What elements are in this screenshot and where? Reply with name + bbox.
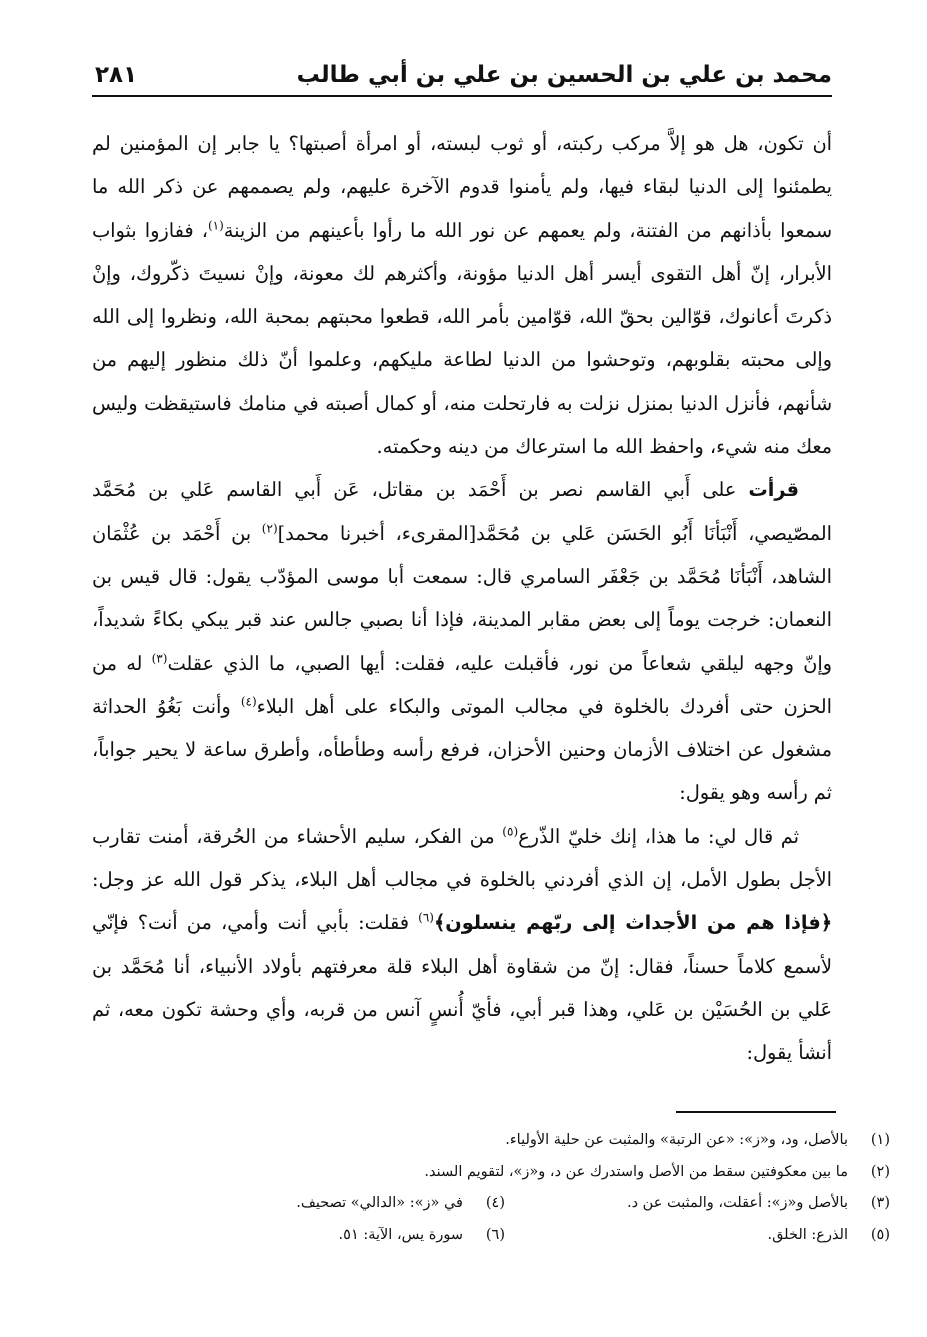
paragraph-2-text-c: له من الحزن حتى أفردك بالخلوة في مجالب الموتى والبكاء على أهل البلاء [92, 651, 833, 718]
footnote-ref-6: (٦) [418, 910, 434, 925]
footnote-number: (٥) [870, 1226, 890, 1243]
footnote-5 [505, 1220, 890, 1252]
footnote-ref-3: (٣) [151, 651, 168, 666]
paragraph-3-text-a: ثم قال لي: ما هذا، إنك خليّ الذّرع [518, 824, 799, 848]
footnote-row [150, 1157, 890, 1189]
footnote-2 [424, 1157, 890, 1189]
main-text [92, 122, 832, 1075]
footnote-number: (٦) [485, 1226, 505, 1243]
paragraph-2-text-d: وأنت بَغُوُ الحداثة مشغول عن اختلاف الأزمان وحنين الأحزان، فرفع رأسه وطأطأه، وأطرق ساعة لا يحير جواباً، ثم رأسه وهو يقول: [92, 694, 832, 805]
footnote-text: ما بين معكوفتين سقط من الأصل واستدرك عن د، و«ز»، لتقويم السند. [424, 1163, 848, 1180]
paragraph-3-text-c: فقلت: بأبي أنت وأمي، من أنت؟ فإنّي لأسمع كلاماً حسناً، فقال: إنّ من شقاوة أهل البلاء قلة معرفتهم بأولاد الأنبياء، أنا مُحَمَّد بن عَلي بن الحُسَيْن بن عَلي، وهذا قبر أبي، فأيّ أُنسٍ آنس من قربه، وأي وحشة تكون معه، ثم أنشأ يقول: [92, 911, 832, 1065]
footnote-row [150, 1188, 890, 1220]
page-number: ٢٨١ [95, 62, 138, 88]
paragraph-2-lead-word: قرأت [748, 478, 799, 502]
running-header [95, 60, 832, 96]
paragraph-2 [92, 468, 832, 814]
running-title: محمد بن علي بن الحسين بن علي بن أبي طالب [296, 62, 832, 88]
paragraph-3 [92, 815, 832, 1075]
paragraph-3-text-b: من الفكر، سليم الأحشاء من الحُرقة، أمنت تقارب الأجل بطول الأمل، إن الذي أفردني بالخلوة في مجالب أهل البلاء، يذكر قول الله عز وجل: [92, 824, 832, 892]
quran-quote: ﴿فإذا هم من الأجداث إلى ربّهم ينسلون﴾ [433, 911, 833, 935]
header-rule [92, 95, 832, 97]
footnote-row [150, 1220, 890, 1252]
footnote-number: (٣) [870, 1195, 890, 1211]
footnote-row [150, 1125, 890, 1157]
paragraph-1-text-a: أن تكون، هل هو إلاَّ مركب ركبته، أو ثوب لبسته، أو امرأة أصبتها؟ يا جابر إن المؤمنين لم يطمئنوا إلى الدنيا لبقاء فيها، ولم يأمنوا قدوم الآخرة عليهم، ولم يصممهم عن ذكر الله ما سمعوا بأذانهم من الفتنة، ولم يعمهم عن نور الله ما رأوا بأعينهم من الزينة [92, 132, 832, 242]
footnote-4 [296, 1188, 505, 1220]
footnote-ref-1: (١) [207, 218, 224, 233]
footnote-3 [505, 1188, 890, 1220]
footnote-separator [676, 1111, 836, 1113]
footnote-1 [505, 1125, 890, 1157]
footnote-number: (٢) [870, 1163, 890, 1180]
footnote-text: بالأصل و«ز»: أعقلت، والمثبت عن د. [626, 1195, 848, 1211]
footnote-text: سورة يس، الآية: ٥١. [338, 1226, 463, 1243]
paragraph-2-text-b: بن أَحْمَد بن عُثْمَان الشاهد، أَنْبَأنَا مُحَمَّد بن جَعْفَر السامري قال: سمعت أبا موسى المؤدّب يقول: قال قيس بن النعمان: خرجت يوماً إلى بعض مقابر المدينة، فإذا أنا بصبي جالس عند قبر يبكي بكاءً شديداً، وإنّ وجهه ليلقي شعاعاً من نور، فأقبلت عليه، فقلت: أيها الصبي، ما الذي عقلت [92, 521, 832, 675]
footnote-number: (٤) [485, 1195, 505, 1211]
paragraph-1-text-b: ، ففازوا بثواب الأبرار، إنّ أهل التقوى أيسر أهل الدنيا مؤونة، وأكثرهم لك معونة، وإنْ نسيتَ ذكّروك، وإنْ ذكرتَ أعانوك، قوّالين بحقّ الله، قوّامين بأمر الله، قطعوا محبتهم بمحبة الله، ونظروا إلى الله وإلى محبته بقلوبهم، وتوحشوا من الدنيا لطاعة مليكهم، وعلموا أنّ ذلك منظور إليهم من شأنهم، فأنزل الدنيا بمنزل نزلت به فارتحلت منه، أو كمال أصبته في منامك فاستيقظت وليس معك منه شيء، واحفظ الله ما استرعاك من دينه وحكمته. [92, 218, 832, 459]
footnote-6 [339, 1220, 505, 1252]
footnote-text: الذرع: الخلق. [767, 1226, 848, 1243]
footnote-ref-2: (٢) [261, 521, 278, 536]
footnotes [150, 1125, 890, 1251]
footnote-text: في «ز»: «الدالي» تصحيف. [296, 1195, 463, 1211]
footnote-text: بالأصل، ود، و«ز»: «عن الرتبة» والمثبت عن حلية الأولياء. [505, 1132, 848, 1148]
footnote-number: (١) [870, 1132, 890, 1148]
paragraph-1 [92, 122, 832, 468]
footnote-ref-4: (٤) [240, 694, 257, 709]
footnote-ref-5: (٥) [502, 824, 519, 839]
paragraph-2-text-a: على أَبي القاسم نصر بن أَحْمَد بن مقاتل، عَن أَبي القاسم عَلي بن مُحَمَّد المصّيصي، أَنْبَأنَا أَبُو الحَسَن عَلي بن مُحَمَّد[المقرىء، أخبرنا محمد] [92, 478, 833, 545]
